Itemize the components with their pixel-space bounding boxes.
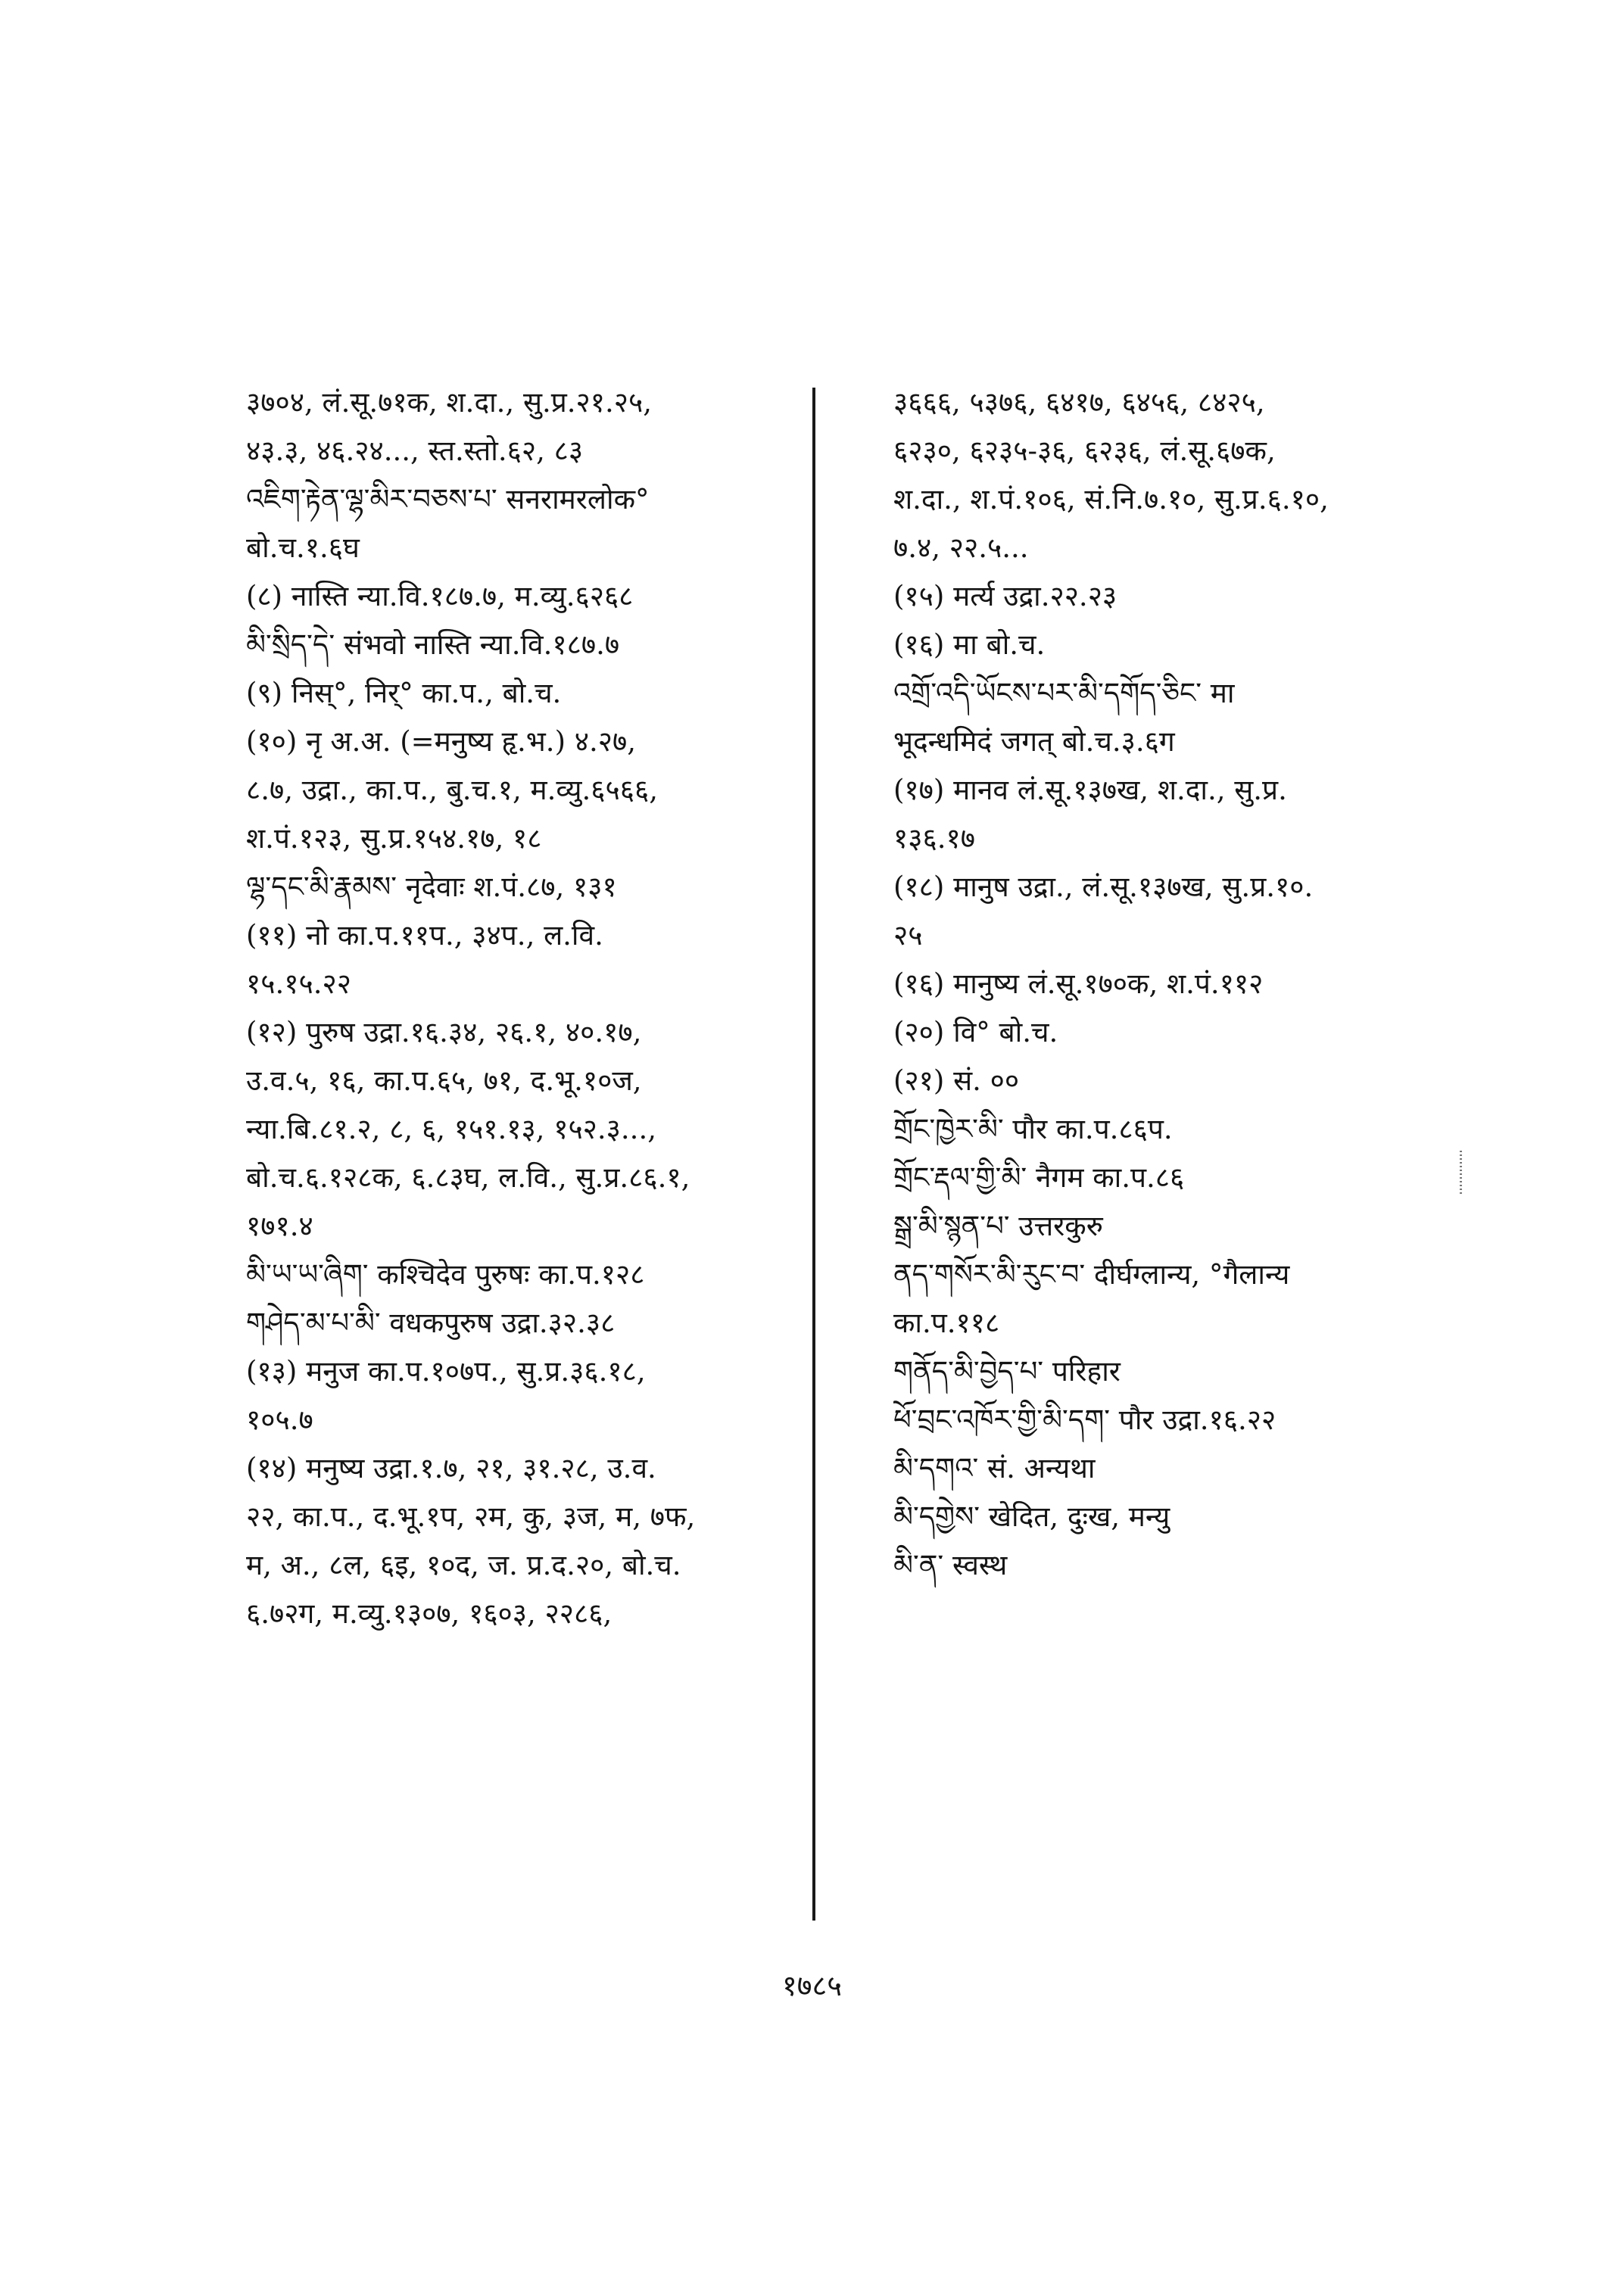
right-line: (१६) मानुष्य लं.सू.१७०क, श.पं.११२ [893, 967, 1264, 1000]
left-line: ३७०४, लं.सू.७१क, श.दा., सु.प्र.२१.२५, [246, 386, 653, 419]
left-line: न्या.बि.८१.२, ८, ६, १५१.१३, १५२.३..., [246, 1113, 656, 1145]
right-column [893, 379, 1469, 1590]
right-line: २५ [893, 919, 923, 952]
left-line: (१०) नृ अ.अ. (=मनुष्य हृ.भ.) ४.२७, [246, 725, 637, 758]
left-line: १०५.७ [246, 1404, 313, 1436]
left-line: མི་སྲིད་དེ་ संभवो नास्ति न्या.वि.१८७.७ [246, 628, 620, 661]
left-line: མི་ཡ་ཡ་ཞིག་ कश्चिदेव पुरुषः का.प.१२८ [246, 1258, 645, 1291]
right-line: (२१) सं. ०० [893, 1064, 1020, 1097]
right-line: གནོད་མི་བྱེད་པ་ परिहार [893, 1355, 1121, 1388]
left-line: बो.च.६.१२८क, ६.८३घ, ल.वि., सु.प्र.८६.१, [246, 1161, 690, 1194]
right-line: (१६) मा बो.च. [893, 628, 1046, 661]
page-number: १७८५ [781, 1969, 843, 2002]
left-line: उ.व.५, १६, का.प.६५, ७१, द.भू.१०ज, [246, 1064, 642, 1097]
right-line: ནད་གསོར་མི་རུང་བ་ दीर्घग्लान्य, °गैलान्य [893, 1258, 1290, 1291]
left-line: म, अ., ८ल, ६इ, १०द, ज. प्र.द.२०, बो.च. [246, 1549, 681, 1581]
scan-artifact [1460, 1151, 1462, 1196]
left-line: འཇིག་རྟེན་ལྷ་མིར་བཅས་པ་ सनरामरलोक° [246, 483, 650, 516]
right-line: མི་ན་ स्वस्थ [893, 1549, 1008, 1581]
left-line: १७१.४ [246, 1210, 313, 1242]
left-line: (११) नो का.प.११प., ३४प., ल.वि. [246, 919, 603, 952]
column-divider [812, 388, 815, 1921]
right-line: का.प.११८ [893, 1307, 1000, 1339]
right-line: श.दा., श.पं.१०६, सं.नि.७.१०, सु.प्र.६.१०, [893, 483, 1329, 516]
left-line: २२, का.प., द.भू.१प, २म, कु, ३ज, म, ७फ, [246, 1500, 696, 1533]
left-line: श.पं.१२३, सु.प्र.१५४.१७, १८ [246, 822, 542, 855]
right-line: (१५) मर्त्य उद्रा.२२.२३ [893, 580, 1117, 612]
right-line: སྒྲ་མི་སྙན་པ་ उत्तरकुरु [893, 1210, 1103, 1242]
right-line: ७.४, २२.५... [893, 531, 1029, 564]
left-line: ४३.३, ४६.२४..., स्त.स्तो.६२, ८३ [246, 435, 584, 467]
left-line: (१२) पुरुष उद्रा.१६.३४, २६.१, ४०.१७, [246, 1016, 642, 1048]
left-line: (१३) मनुज का.प.१०७प., सु.प्र.३६.१८, [246, 1355, 646, 1388]
right-line: ३६६६, ५३७६, ६४१७, ६४५६, ८४२५, [893, 386, 1265, 419]
right-line: (१७) मानव लं.सू.१३७ख, श.दा., सु.प्र. [893, 774, 1287, 806]
left-line: ६.७२ग, म.व्यु.१३०७, १६०३, २२८६, [246, 1597, 613, 1630]
right-line: གྲོང་རྡལ་གྱི་མི་ नैगम का.प.८६ [893, 1161, 1185, 1194]
left-line: बो.च.१.६घ [246, 531, 360, 564]
right-line: भूदन्धमिदं जगत् बो.च.३.६ग [893, 725, 1175, 758]
left-column [246, 379, 803, 1638]
left-line: (८) नास्ति न्या.वि.१८७.७, म.व्यु.६२६८ [246, 580, 634, 612]
right-line: ६२३०, ६२३५-३६, ६२३६, लं.सू.६७क, [893, 435, 1276, 467]
right-line: གྲོང་ཁྱེར་མི་ पौर का.प.८६प. [893, 1113, 1173, 1145]
right-line: १३६.१७ [893, 822, 975, 855]
left-line: ८.७, उद्रा., का.प., बु.च.१, म.व्यु.६५६६, [246, 774, 659, 806]
right-line: (१८) मानुष उद्रा., लं.सू.१३७ख, सु.प्र.१०. [893, 871, 1314, 903]
left-line: (१४) मनुष्य उद्रा.१.७, २१, ३१.२८, उ.व. [246, 1452, 656, 1485]
left-line: (९) निस्°, निर्° का.प., बो.च. [246, 677, 562, 709]
right-line: མི་དགྱེས་ खेदित, दुःख, मन्यु [893, 1500, 1170, 1533]
right-line: མི་དགའ་ सं. अन्यथा [893, 1452, 1096, 1485]
left-line: १५.१५.२२ [246, 967, 351, 1000]
left-line: ལྷ་དང་མི་རྣམས་ नृदेवाः श.पं.८७, १३१ [246, 871, 617, 903]
right-line: ཕོ་བྲང་འཁོར་གྱི་མི་དག་ पौर उद्रा.१६.२२ [893, 1404, 1276, 1436]
right-line: (२०) वि° बो.च. [893, 1016, 1058, 1048]
right-line: འགྲོ་འདི་ཡོངས་པར་མི་དགོད་ཅིང་ मा [893, 677, 1235, 709]
left-line: གཤེད་མ་པ་མི་ वधकपुरुष उद्रा.३२.३८ [246, 1307, 616, 1339]
